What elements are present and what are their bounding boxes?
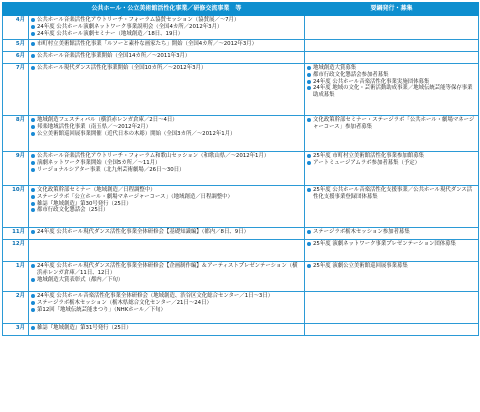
list-item (31, 31, 302, 38)
event-text: 市町村立美術館活性化事業「ルソーと素朴な画家たち」開始（全国4カ所／～2012年3月） (37, 40, 258, 47)
month-label: 10月 (3, 185, 29, 227)
month-label: 5月 (3, 39, 29, 51)
event-text: 24年度 公共ホール現代ダンス活性化事業全体研修会【企画制作編】＆アーティストプレゼンテーション（横浜赤レンガ倉庫／11日、12日） (37, 262, 298, 276)
table-row (3, 16, 479, 40)
hall-events-cell (29, 16, 305, 40)
bullet-icon (31, 125, 35, 129)
list-item (31, 187, 302, 194)
recruitment-cell (305, 51, 479, 63)
list-item (31, 17, 302, 24)
list-item (307, 187, 476, 201)
table-row (3, 63, 479, 115)
bullet-icon (31, 168, 35, 172)
list-item (31, 117, 302, 124)
bullet-icon (31, 154, 35, 158)
bullet-icon (31, 132, 35, 136)
bullet-icon (31, 188, 35, 192)
list-item (31, 207, 302, 214)
bullet-icon (31, 118, 35, 122)
bullet-icon (307, 264, 311, 268)
list-item (307, 160, 476, 167)
list-item (307, 153, 476, 160)
table-row (3, 51, 479, 63)
list-item (31, 167, 302, 174)
list-item (31, 300, 302, 307)
bullet-icon (31, 18, 35, 22)
event-text: 25年度 市町村立美術館活性化事業参加館募集 (313, 152, 424, 159)
bullet-icon (31, 264, 35, 268)
bullet-icon (31, 326, 35, 330)
recruitment-cell (305, 291, 479, 323)
event-text: 25年度 演劇ネットワーク事業プレゼンテーション団体募集 (313, 240, 456, 247)
list-item (307, 229, 476, 236)
recruitment-cell (305, 323, 479, 335)
bullet-icon (31, 42, 35, 46)
bullet-icon (307, 73, 311, 77)
schedule-table (2, 2, 479, 336)
recruitment-cell (305, 63, 479, 115)
month-label: 3月 (3, 323, 29, 335)
list-item (31, 277, 302, 284)
bullet-icon (31, 208, 35, 212)
bullet-icon (31, 301, 35, 305)
list-item (307, 72, 476, 79)
recruitment-cell (305, 39, 479, 51)
table-row (3, 239, 479, 261)
bullet-icon (307, 66, 311, 70)
bullet-icon (31, 294, 35, 298)
list-item (31, 325, 302, 332)
event-text: 文化政策幹部セミナー・ステージラボ「公共ホール・劇場マネージャーコース」参加者募集 (313, 116, 475, 130)
recruitment-cell (305, 151, 479, 185)
table-row (3, 323, 479, 335)
list-item (31, 153, 302, 160)
event-text: 25年度 演劇公立美術館巡回展事業募集 (313, 262, 408, 269)
event-text: 邦楽地域活性化事業（南玉県／～2012年2月） (37, 123, 152, 130)
event-text: 24年度 公共ホール現代ダンス活性化事業全体研修会【基礎知識編】（都内／8日、9日） (37, 228, 249, 235)
list-item (307, 85, 476, 99)
event-text: 雑誌『地域創造』第31号発行（25日） (37, 324, 132, 331)
event-text: リージョナルシアター事業（北九州芸術劇場／26日～30日） (37, 166, 185, 173)
list-item (31, 24, 302, 31)
bullet-icon (31, 278, 35, 282)
event-text: 都市行政文化懇話会（25日） (37, 207, 109, 214)
month-label: 9月 (3, 151, 29, 185)
table-row (3, 39, 479, 51)
hall-events-cell (29, 39, 305, 51)
schedule-body (3, 16, 479, 336)
list-item (31, 65, 302, 72)
event-text: 地域創造大賞募集 (313, 64, 357, 71)
table-row (3, 227, 479, 239)
month-label: 8月 (3, 115, 29, 151)
event-text: 公共ホール現代ダンス活性化事業開始（全国10カ所／～2012年3月） (37, 64, 207, 71)
list-item (31, 263, 302, 277)
event-text: ステージラボ栃木セッション（栃木県総合文化センター／21日～24日） (37, 299, 212, 306)
header-hall-events: 公共ホール・公立美術館活性化事業／研修交流事業 等 (29, 3, 305, 16)
month-label: 11月 (3, 227, 29, 239)
month-label: 1月 (3, 261, 29, 291)
event-text: ステージラボ「公立ホール・劇場マネージャーコース」（地域創造／日程調整中） (37, 193, 233, 200)
event-text: 公共ホール音楽活性化事業開始（全国14カ所／～2011年3月） (37, 52, 191, 59)
bullet-icon (307, 242, 311, 246)
bullet-icon (307, 118, 311, 122)
list-item (31, 229, 302, 236)
list-item (307, 117, 476, 131)
bullet-icon (307, 86, 311, 90)
list-item (31, 293, 302, 300)
event-text: 24年度 公共ホール音楽活性化事業全体研修会（地域創造、渋谷区文化総合センター／1日～3日） (37, 292, 274, 299)
list-item (31, 53, 302, 60)
hall-events-cell (29, 291, 305, 323)
hall-events-cell (29, 261, 305, 291)
hall-events-cell (29, 115, 305, 151)
recruitment-cell (305, 16, 479, 40)
event-text: 24年度 公共ホール演劇ネットワーク事業説明会（全国4カ所／2012年3月） (37, 23, 223, 30)
hall-events-cell (29, 151, 305, 185)
event-text: 文化政策幹部セミナー（地域創造／日程調整中） (37, 186, 156, 193)
event-text: 都市行政文化懇話会参加者募集 (313, 71, 389, 78)
recruitment-cell (305, 227, 479, 239)
list-item (307, 263, 476, 270)
hall-events-cell (29, 323, 305, 335)
event-text: 25年度 公共ホール音楽活性化支援事業／公共ホール現代ダンス活性化支援事業登録団体募集 (313, 186, 473, 200)
bullet-icon (31, 202, 35, 206)
bullet-icon (31, 308, 35, 312)
hall-events-cell (29, 227, 305, 239)
event-text: 地域創造大賞表彰式（都内／下旬） (37, 276, 124, 283)
table-row (3, 115, 479, 151)
list-item (31, 194, 302, 201)
table-row (3, 261, 479, 291)
month-label: 2月 (3, 291, 29, 323)
month-label: 12月 (3, 239, 29, 261)
event-text: 公立美術館巡回展事業開催（近代日本の木彫）開始（全国3カ所／～2012年1月） (37, 130, 236, 137)
list-item (31, 160, 302, 167)
bullet-icon (31, 54, 35, 58)
list-item (31, 124, 302, 131)
recruitment-cell (305, 261, 479, 291)
event-text: 公共ホール音楽活性化アウトリーチ・フォーラム協賛セッション（協賛展／～7月） (37, 17, 240, 23)
event-text: ステージラボ栃木セッション参加者募集 (313, 228, 410, 235)
event-text: 24年度 地域の文化・芸術活動助成事業／地域伝統芸能等保存事業助成募集 (313, 85, 473, 99)
month-label: 4月 (3, 16, 29, 40)
hall-events-cell (29, 63, 305, 115)
event-text: 演劇ネットワーク事業開始（全国5カ所／～11月） (37, 159, 161, 166)
header-recruitment: 要綱発行・募集 (305, 3, 479, 16)
month-label: 6月 (3, 51, 29, 63)
bullet-icon (31, 32, 35, 36)
list-item (307, 241, 476, 248)
month-label: 7月 (3, 63, 29, 115)
event-text: 24年度 公共ホール音楽活性化事業実施団体募集 (313, 78, 430, 85)
bullet-icon (31, 25, 35, 29)
list-item (31, 41, 302, 48)
bullet-icon (307, 188, 311, 192)
event-text: 公共ホール音楽活性化アウトリーチ・フォーラム和歌山セッション（和歌山県／～2012年1月） (37, 152, 270, 159)
hall-events-cell (29, 51, 305, 63)
event-text: 24年度 公共ホール演劇セミナー（地域創造／18日、19日） (37, 30, 184, 37)
recruitment-cell (305, 185, 479, 227)
recruitment-cell (305, 115, 479, 151)
event-text: 第12回「地域伝統芸能まつり」（NHKホール／下旬） (37, 306, 166, 313)
bullet-icon (31, 230, 35, 234)
bullet-icon (31, 66, 35, 70)
bullet-icon (31, 161, 35, 165)
bullet-icon (307, 80, 311, 84)
bullet-icon (31, 195, 35, 199)
list-item (31, 307, 302, 314)
bullet-icon (307, 230, 311, 234)
list-item (307, 65, 476, 72)
hall-events-cell (29, 185, 305, 227)
bullet-icon (307, 161, 311, 165)
event-text: 雑誌『地域創造』第30号発行（25日） (37, 200, 132, 207)
list-item (31, 131, 302, 138)
table-row (3, 151, 479, 185)
event-text: アートミュージアムラボ参加者募集（予定） (313, 159, 421, 166)
header-row (3, 3, 479, 16)
table-row (3, 185, 479, 227)
hall-events-cell (29, 239, 305, 261)
recruitment-cell (305, 239, 479, 261)
table-row (3, 291, 479, 323)
header-month (3, 3, 29, 16)
event-text: 地域創造フェスティバル（横浜赤レンガ倉庫／2日～4日） (37, 116, 178, 123)
bullet-icon (307, 154, 311, 158)
